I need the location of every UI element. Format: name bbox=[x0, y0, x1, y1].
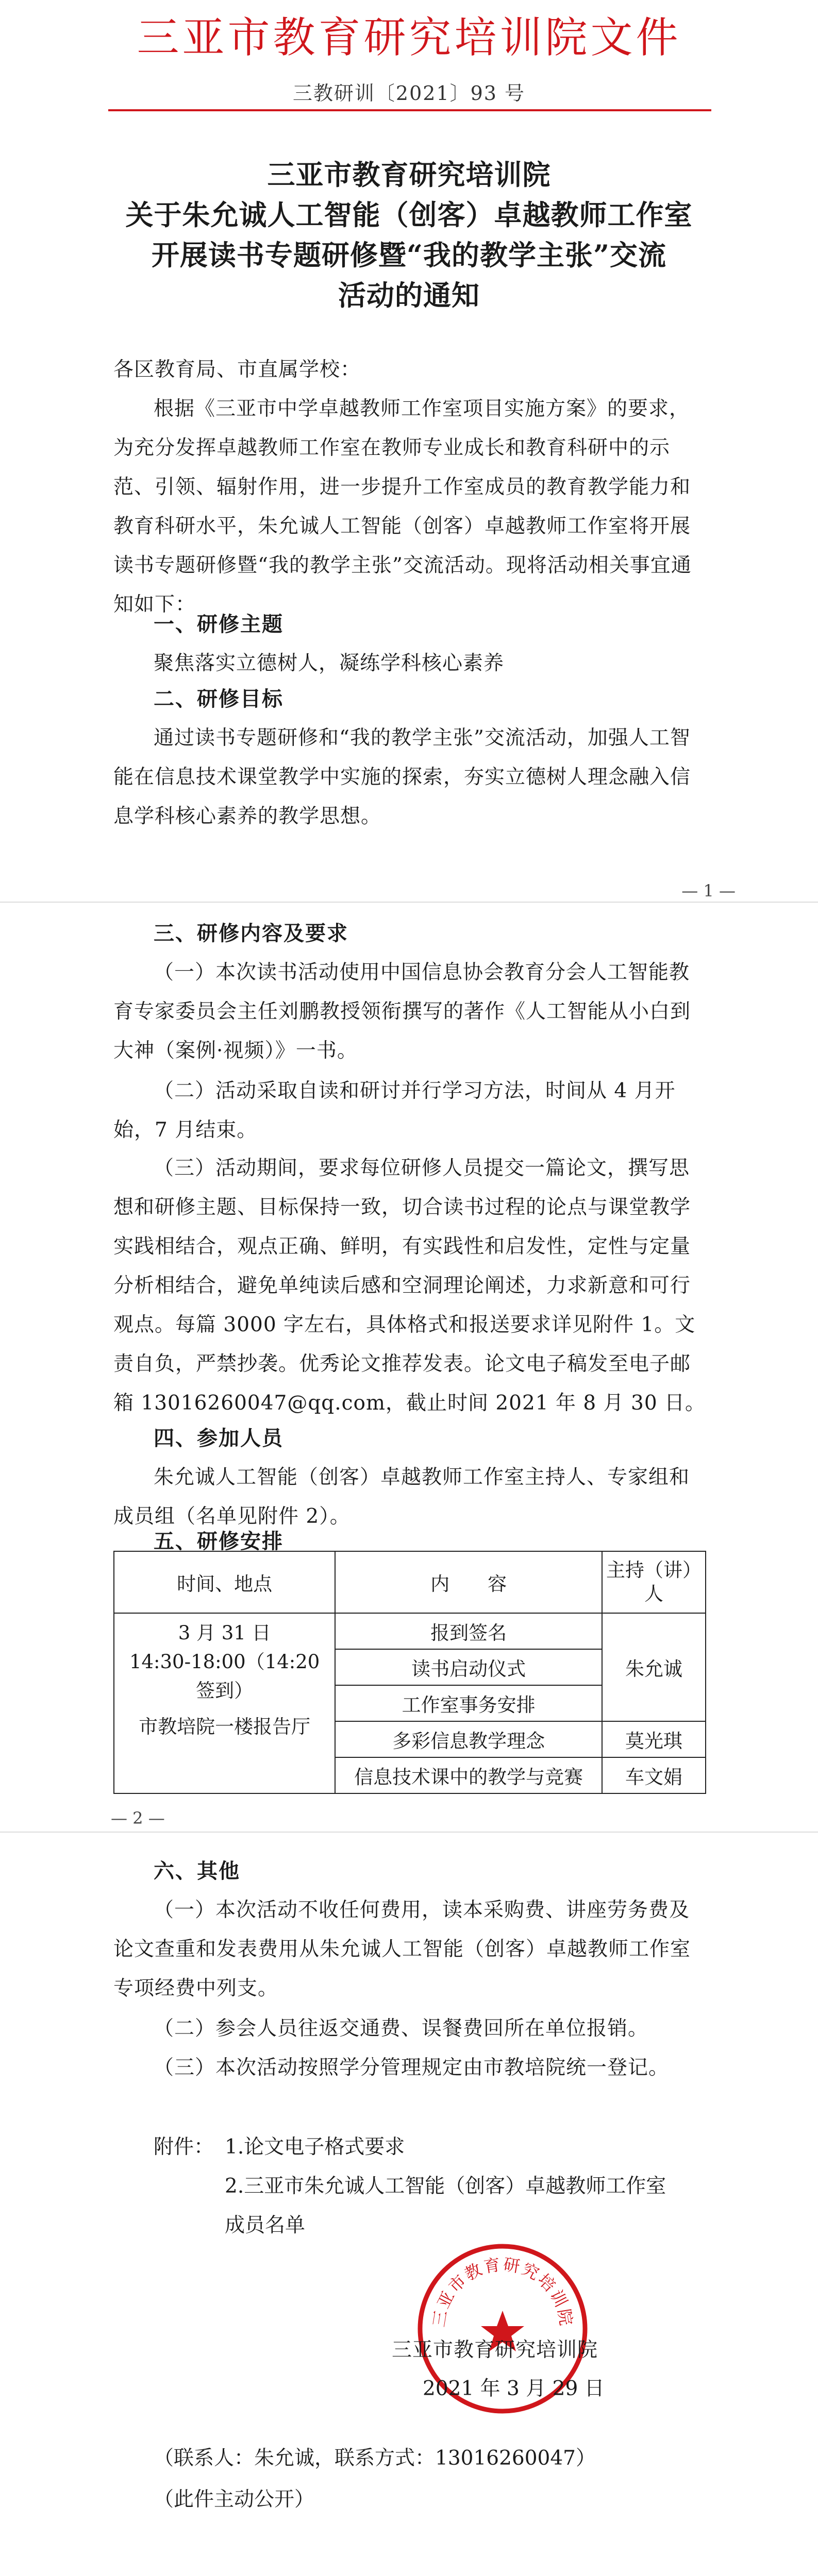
title-line: 关于朱允诚人工智能（创客）卓越教师工作室 bbox=[125, 198, 693, 231]
document-issuer-title: 三亚市教育研究培训院文件 bbox=[137, 13, 681, 62]
attachments-label: 附件： bbox=[154, 2136, 214, 2159]
section-paragraph: （一）本次活动不收任何费用，读本采购费、讲座劳务费及论文查重和发表费用从朱允诚人工智能（创客）卓越教师工作室专项经费中列支。 bbox=[113, 1899, 691, 2000]
content-cell: 报到签名 bbox=[335, 1613, 602, 1649]
document-number: 三教研训〔2021〕93 号 bbox=[292, 82, 526, 105]
header-content: 内 容 bbox=[335, 1551, 602, 1613]
notice-title bbox=[0, 155, 818, 315]
schedule-place: 市教培院一楼报告厅 bbox=[139, 1716, 311, 1738]
header-host: 主持（讲）人 bbox=[602, 1551, 706, 1613]
section-text: 聚焦落实立德树人，凝练学科核心素养 bbox=[154, 652, 505, 675]
title-line: 三亚市教育研究培训院 bbox=[267, 158, 551, 191]
schedule-date: 3 月 31 日 bbox=[178, 1622, 271, 1644]
section-text: 朱允诚人工智能（创客）卓越教师工作室主持人、专家组和成员组（名单见附件 2）。 bbox=[113, 1466, 690, 1528]
section-heading: 三、研修内容及要求 bbox=[154, 921, 348, 945]
attachment-item: 1.论文电子格式要求 bbox=[225, 2136, 405, 2159]
section-text: 通过读书专题研修和“我的教学主张”交流活动，加强人工智能在信息技术课堂教学中实施的探索，夯实立德树人理念融入信息学科核心素养的教学思想。 bbox=[113, 726, 691, 828]
schedule-time: 14:30-18:00（14:20 签到） bbox=[129, 1651, 320, 1702]
section-paragraph: （一）本次读书活动使用中国信息协会教育分会人工智能教育专家委员会主任刘鹏教授领衔撰写的著作《人工智能从小白到大神（案例·视频）》一书。 bbox=[113, 961, 691, 1062]
contact-info: （联系人：朱允诚，联系方式：13016260047） bbox=[154, 2447, 596, 2470]
addressee: 各区教育局、市直属学校： bbox=[113, 358, 361, 381]
section-paragraph: （二）活动采取自读和研讨并行学习方法，时间从 4 月开始，7 月结束。 bbox=[113, 1079, 676, 1142]
content-cell: 多彩信息教学理念 bbox=[335, 1721, 602, 1757]
section-heading: 四、参加人员 bbox=[154, 1426, 283, 1450]
time-place-cell bbox=[114, 1613, 335, 1793]
table-header-row bbox=[114, 1551, 706, 1613]
schedule-table bbox=[113, 1551, 706, 1794]
signature-org: 三亚市教育研究培训院 bbox=[392, 2338, 598, 2362]
public-note: （此件主动公开） bbox=[154, 2488, 315, 2511]
host-cell: 朱允诚 bbox=[602, 1613, 706, 1721]
section-paragraph: （三）活动期间，要求每位研修人员提交一篇论文，撰写思想和研修主题、目标保持一致，切合读书过程的论点与课堂教学实践相结合，观点正确、鲜明，有实践性和启发性，定性与定量分析相结合，避免单纯读后感和空洞理论阐述，力求新意和可行观点。每篇 3000 字左右，具体格式和报送要求详见附件 1。文责自负，严禁抄袭。优秀论文推荐发表。论文电子稿发至电子邮箱 13016260047@qq.com，截止时间 2021 年 8 月 30 日。 bbox=[113, 1157, 706, 1415]
table-row bbox=[114, 1613, 706, 1649]
page-number: — 2 — bbox=[111, 1808, 165, 1828]
section-paragraph: （二）参会人员往返交通费、误餐费回所在单位报销。 bbox=[154, 2017, 649, 2040]
section-paragraph: （三）本次活动按照学分管理规定由市教培院统一登记。 bbox=[154, 2056, 670, 2079]
signature-date: 2021 年 3 月 29 日 bbox=[423, 2377, 605, 2400]
intro-paragraph: 根据《三亚市中学卓越教师工作室项目实施方案》的要求，为充分发挥卓越教师工作室在教师专业成长和教育科研中的示范、引领、辐射作用，进一步提升工作室成员的教育教学能力和教育科研水平，朱允诚人工智能（创客）卓越教师工作室将开展读书专题研修暨“我的教学主张”交流活动。现将活动相关事宜通知如下： bbox=[113, 397, 692, 616]
section-heading: 六、其他 bbox=[154, 1859, 240, 1883]
host-cell: 莫光琪 bbox=[602, 1721, 706, 1757]
host-cell: 车文娟 bbox=[602, 1757, 706, 1793]
attachment-item: 2.三亚市朱允诚人工智能（创客）卓越教师工作室成员名单 bbox=[225, 2175, 666, 2237]
content-cell: 工作室事务安排 bbox=[335, 1685, 602, 1721]
page-number: — 1 — bbox=[681, 881, 736, 901]
header-time-place: 时间、地点 bbox=[114, 1551, 335, 1613]
section-heading: 一、研修主题 bbox=[154, 612, 283, 636]
page-break-line bbox=[0, 1832, 818, 1833]
page-break-line bbox=[0, 902, 818, 903]
content-cell: 读书启动仪式 bbox=[335, 1649, 602, 1685]
header-red-rule bbox=[108, 109, 711, 111]
content-cell: 信息技术课中的教学与竞赛 bbox=[335, 1757, 602, 1793]
title-line: 开展读书专题研修暨“我的教学主张”交流 bbox=[151, 239, 667, 272]
section-heading: 二、研修目标 bbox=[154, 687, 283, 711]
seal-text: 三亚市教育研究培训院 bbox=[429, 2254, 576, 2329]
section-heading: 五、研修安排 bbox=[154, 1529, 283, 1553]
title-line: 活动的通知 bbox=[338, 279, 480, 312]
